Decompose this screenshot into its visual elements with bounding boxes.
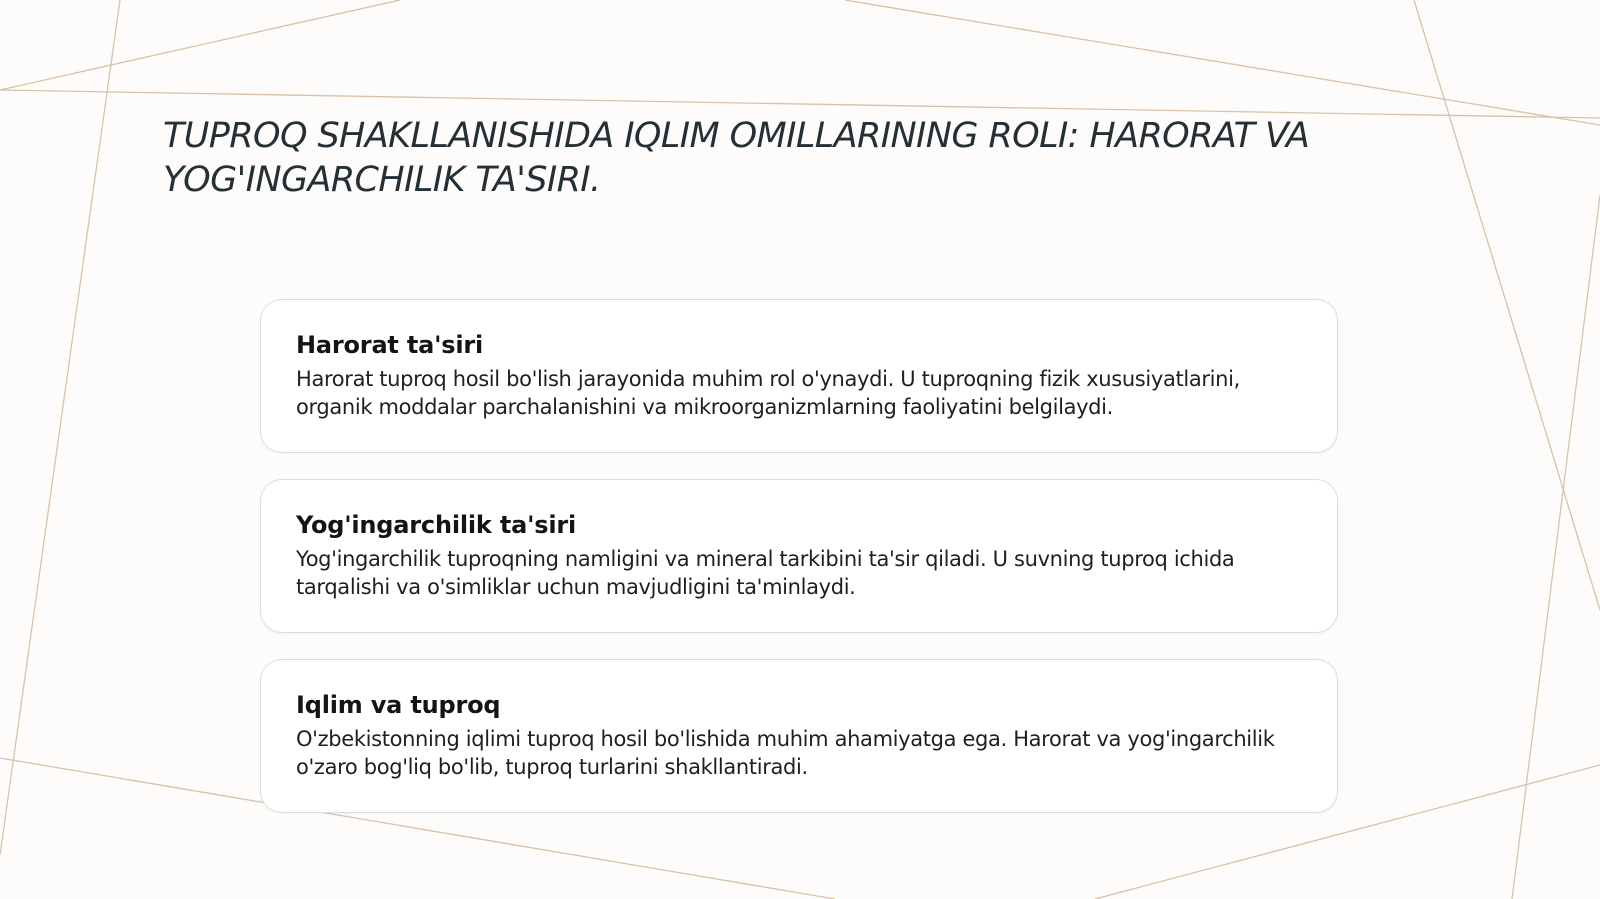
- card-body-text: O'zbekistonning iqlimi tuproq hosil bo'lishida muhim ahamiyatga ega. Harorat va yog'ingarchilik o'zaro bog'liq bo'lib, tuproq turlarini shakllantiradi.: [296, 727, 1275, 779]
- info-card-iqlim: [260, 659, 1338, 813]
- card-heading: Iqlim va tuproq: [296, 691, 501, 719]
- decorative-line: [0, 0, 400, 90]
- card-heading: Yog'ingarchilik ta'siri: [296, 511, 577, 539]
- card-body-text: Yog'ingarchilik tuproqning namligini va mineral tarkibini ta'sir qiladi. U suvning tuproq ichida tarqalishi va o'simliklar uchun mavjudligini ta'minlaydi.: [296, 547, 1235, 599]
- card-heading: Harorat ta'siri: [296, 331, 484, 359]
- card-body-text: Harorat tuproq hosil bo'lish jarayonida muhim rol o'ynaydi. U tuproqning fizik xususiyatlarini, organik moddalar parchalanishini va mikroorganizmlarning faoliyatini belgilaydi.: [296, 367, 1240, 419]
- slide-title: TUPROQ SHAKLLANISHIDA IQLIM OMILLARINING ROLI: HARORAT VA YOG'INGARCHILIK TA'SIRI.: [163, 116, 1310, 200]
- decorative-line: [1414, 0, 1600, 610]
- decorative-line: [1512, 195, 1600, 899]
- info-card-harorat: [260, 299, 1338, 453]
- decorative-line: [0, 0, 120, 855]
- info-card-yogingarchilik: [260, 479, 1338, 633]
